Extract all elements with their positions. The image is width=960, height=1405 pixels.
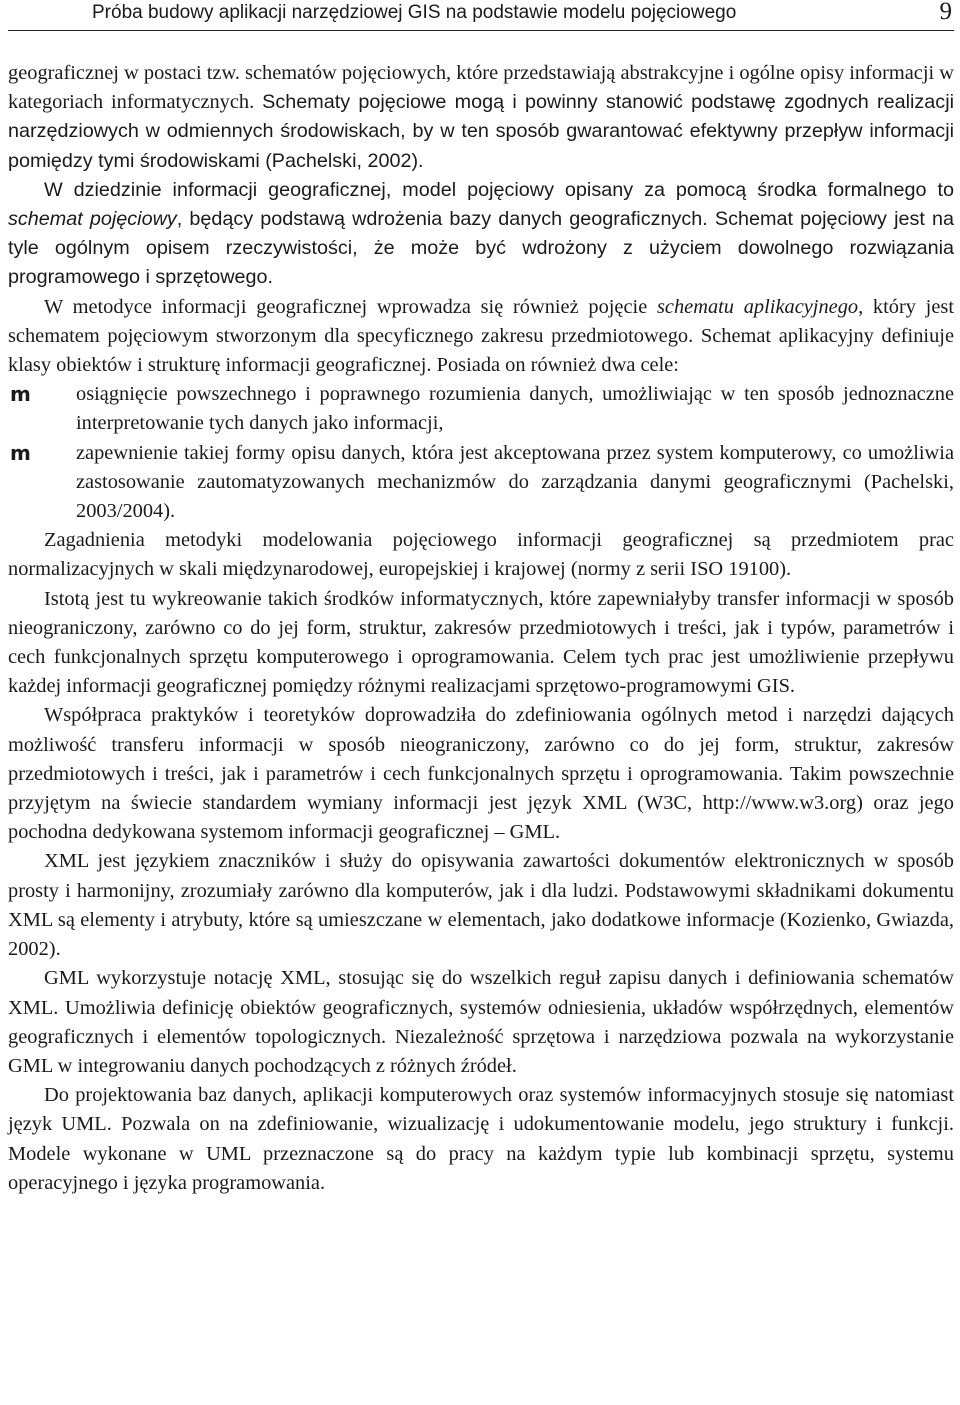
document-page [8,0,954,1198]
running-header [8,0,954,31]
paragraph-3-start: W metodyce informacji geograficznej wprowadza się również pojęcie [44,295,657,318]
term-schemat-aplikacyjny: schematu aplikacyjnego [656,295,859,318]
list-item [10,380,954,438]
paragraph-3-end: , który jest schematem pojęciowym stworzonym dla specyficznego zakresu przedmiotowego. Schemat aplikacyjny definiuje klasy obiektów i strukturę informacji geograficznej. Posiada on również dwa cele: [8,295,954,377]
paragraph-2 [8,176,954,293]
bullet-icon: m [10,440,31,465]
paragraph-1-sans: Schematy pojęciowe mogą i powinny stanowić podstawę zgodnych realizacji narzędziowych w odmiennych środowiskach, by w ten sposób gwarantować efektywny przepływ informacji pomiędzy tymi środowiskami (Pachelski, 2002). [8,91,954,172]
paragraph-2-end: , będący podstawą wdrożenia bazy danych geograficznych. Schemat pojęciowy jest na tyle ogólnym opisem rzeczywistości, że może być wdrożony z użyciem dowolnego rozwiązania programowego i sprzętowego. [8,208,954,289]
paragraph-8: GML wykorzystuje notację XML, stosując się do wszelkich reguł zapisu danych i definiowania schematów XML. Umożliwia definicję obiektów geograficznych, systemów odniesienia, układów współrzędnych, elementów geograficznych i elementów topologicznych. Niezależność sprzętowa i narzędziowa pozwala na wykorzystanie GML w integrowaniu danych pochodzących z różnych źródeł. [8,967,954,1077]
paragraph-4: Zagadnienia metodyki modelowania pojęciowego informacji geograficznej są przedmiotem prac normalizacyjnych w skali międzynarodowej, europejskiej i krajowej (normy z serii ISO 19100). [8,529,954,581]
header-title: Próba budowy aplikacji narzędziowej GIS na podstawie modelu pojęciowego [92,2,737,23]
body-text [8,59,954,1198]
paragraph-2-start: W dziedzinie informacji geograficznej, model pojęciowy opisany za pomocą środka formalnego to [44,178,954,201]
paragraph-7: XML jest językiem znaczników i służy do opisywania zawartości dokumentów elektronicznych w sposób prosty i harmonijny, zrozumiały zarówno dla komputerów, jak i dla ludzi. Podstawowymi składnikami dokumentu XML są elementy i atrybuty, które są umieszczane w elementach, jako dodatkowe informacje (Kozienko, Gwiazda, 2002). [8,850,954,961]
list-item [10,439,954,527]
bullet-text: zapewnienie takiej formy opisu danych, która jest akceptowana przez system komputerowy, co umożliwia zastosowanie zautomatyzowanych mechanizmów do zarządzania danymi geograficznymi (Pachelski, 2003/2004). [76,441,954,523]
paragraph-6: Współpraca praktyków i teoretyków doprowadziła do zdefiniowania ogólnych metod i narzędzi dających możliwość transferu informacji w sposób nieograniczony, zarówno co do jej form, struktur, zakresów przedmiotowych i treści, jak i parametrów i cech funkcjonalnych sprzętu i oprogramowania. Takim powszechnie przyjętym na świecie standardem wymiany informacji jest język XML (W3C, http://www.w3.org) oraz jego pochodna dedykowana systemom informacji geograficznej – GML. [8,704,954,844]
paragraph-3 [8,293,954,381]
bullet-list [8,380,954,526]
page-number: 9 [939,0,952,25]
paragraph-1 [8,59,954,176]
paragraph-5: Istotą jest tu wykreowanie takich środków informatycznych, które zapewniałyby transfer informacji w sposób nieograniczony, zarówno co do jej form, struktur, zakresów przedmiotowych i treści, jak i typów, parametrów i cech funkcjonalnych sprzętu komputerowego i oprogramowania. Celem tych prac jest umożliwienie przepływu każdej informacji geograficznej pomiędzy różnymi realizacjami sprzętowo-programowymi GIS. [8,587,954,698]
bullet-text: osiągnięcie powszechnego i poprawnego rozumienia danych, umożliwiając w ten sposób jednoznaczne interpretowanie tych danych jako informacji, [76,383,954,435]
paragraph-9: Do projektowania baz danych, aplikacji komputerowych oraz systemów informacyjnych stosuje się natomiast język UML. Pozwala on na zdefiniowanie, wizualizację i udokumentowanie modelu, jego struktury i funkcji. Modele wykonane w UML przeznaczone są do pracy na każdym typie lub kombinacji sprzętu, systemu operacyjnego i języka programowania. [8,1084,954,1194]
paragraph-1-serif: geograficznej w postaci tzw. schematów pojęciowych, które przedstawiają abstrakcyjne i ogólne opisy informacji w kategoriach informatycznych. [8,62,954,114]
bullet-icon: m [10,382,31,407]
term-schemat-pojeciowy: schemat pojęciowy [8,208,177,231]
